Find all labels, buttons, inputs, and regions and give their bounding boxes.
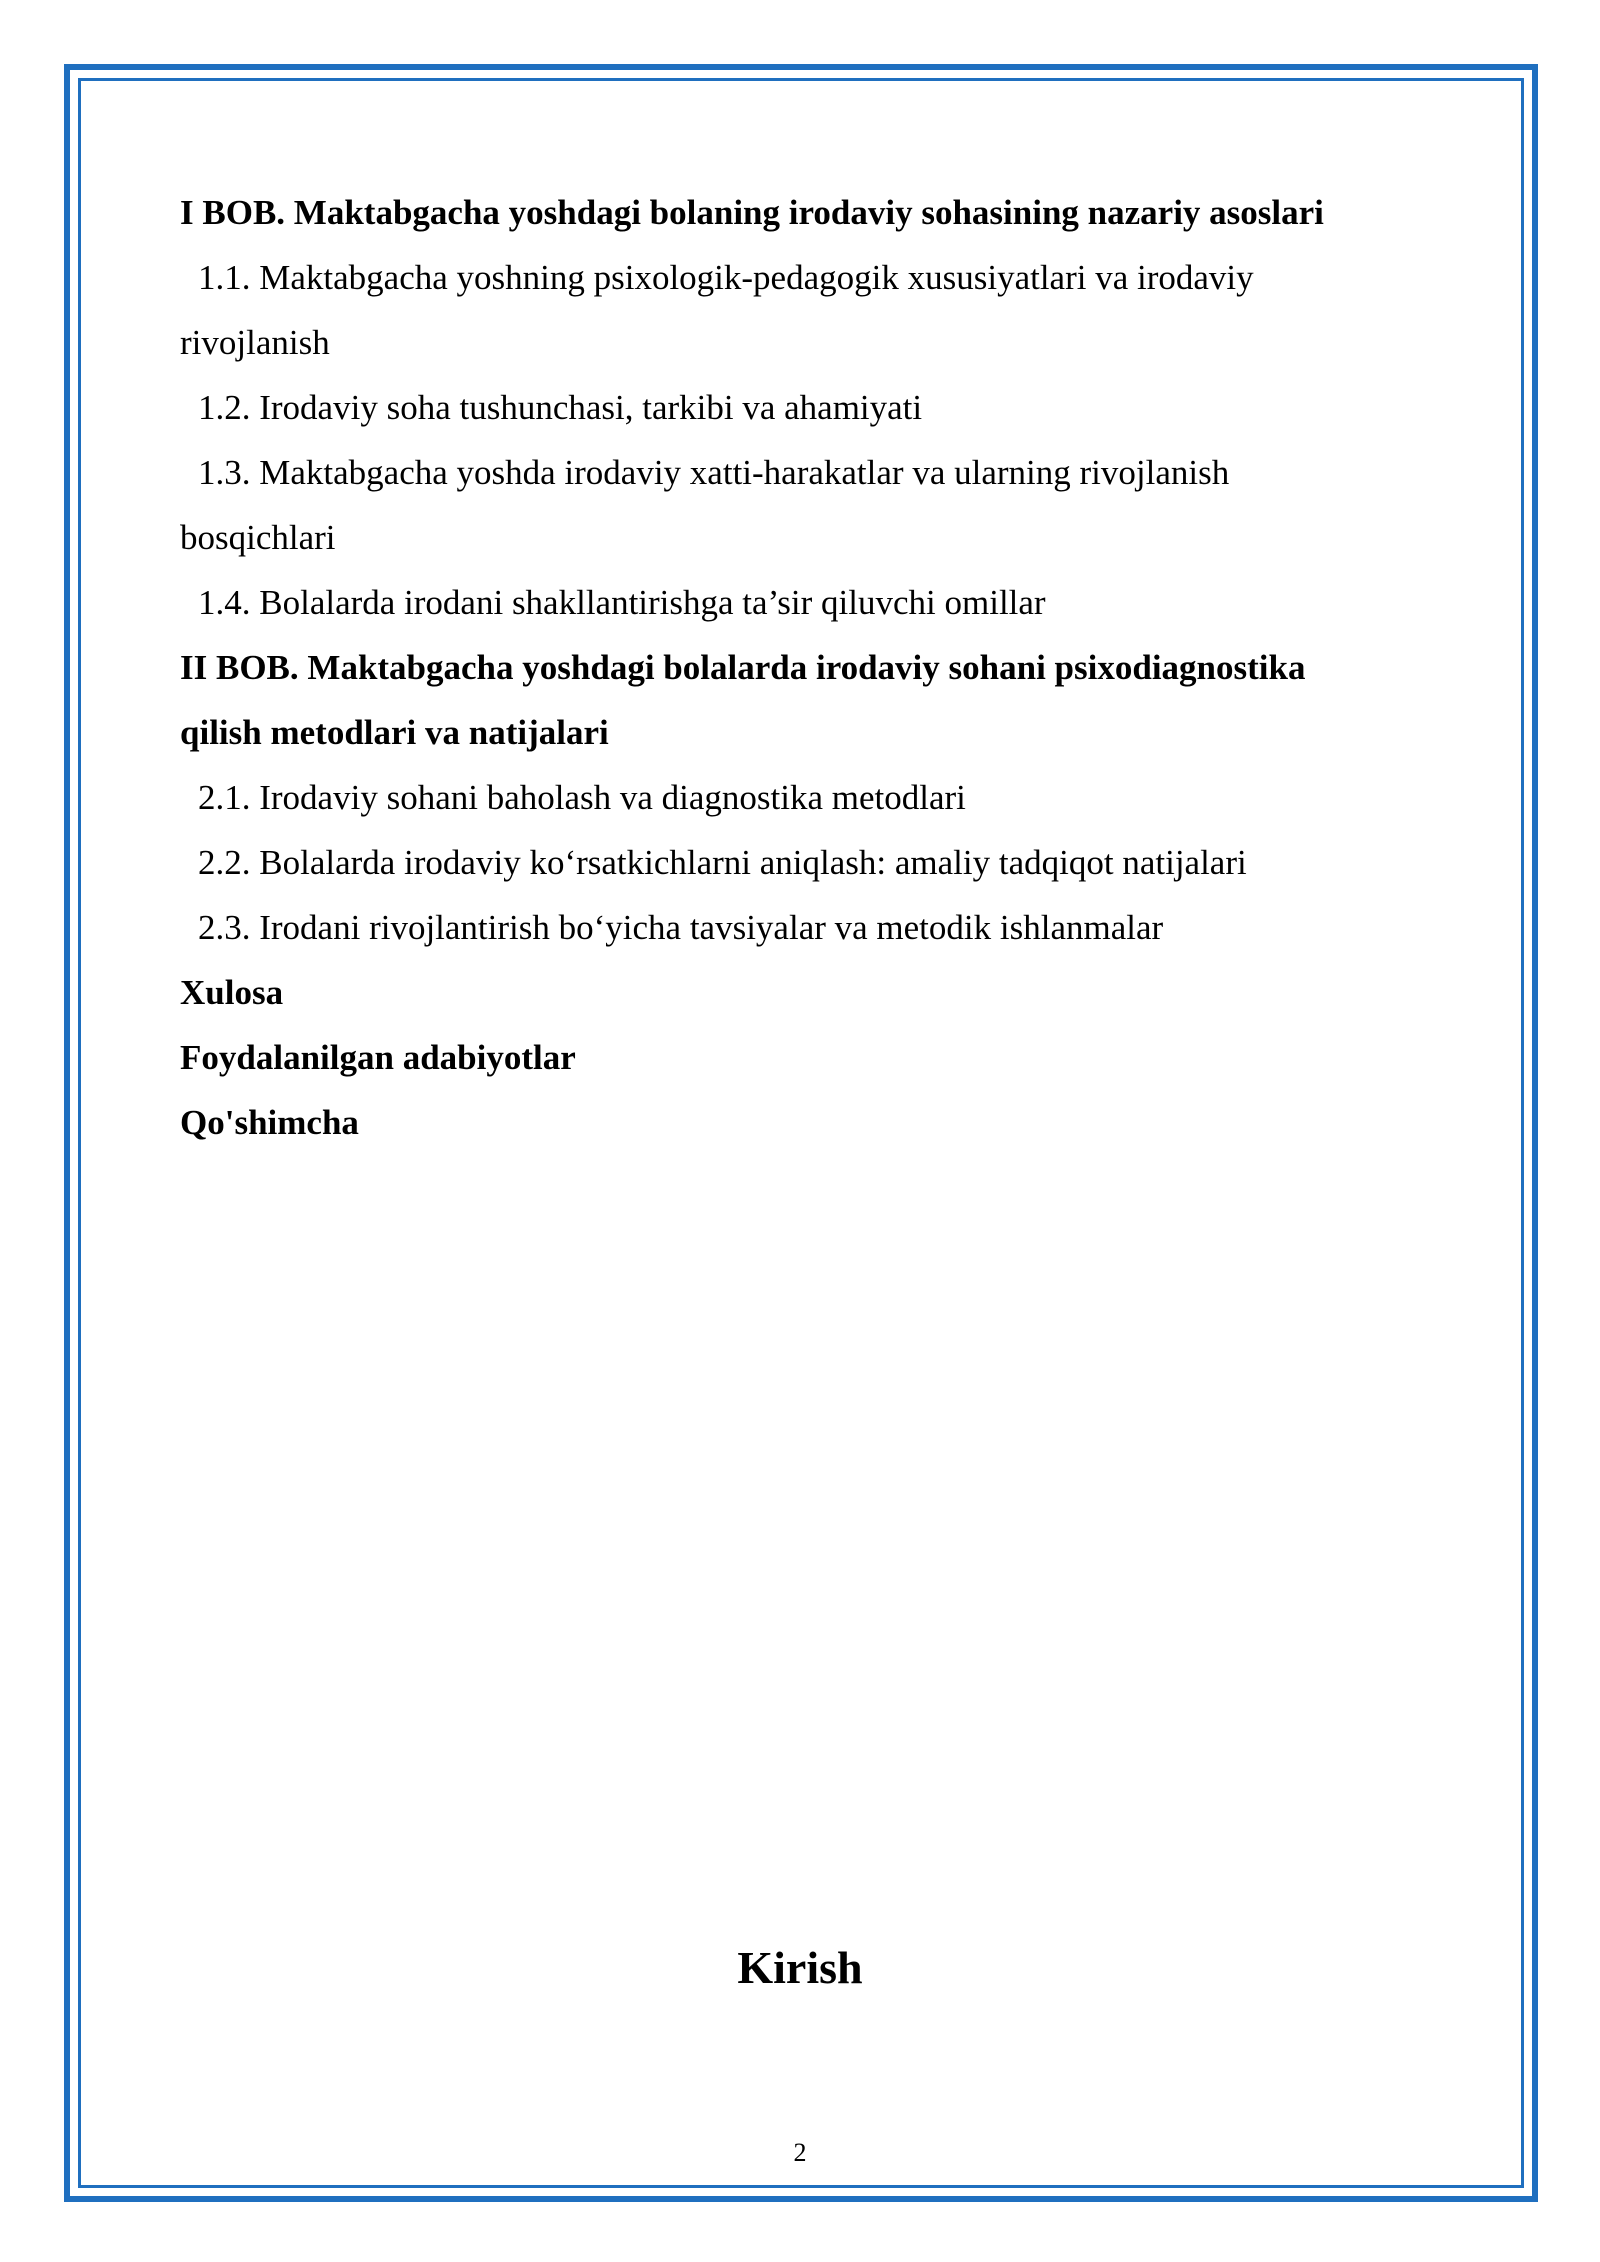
page-number: 2 xyxy=(793,2138,807,2167)
toc-conclusion: Xulosa xyxy=(180,973,284,1012)
table-of-contents xyxy=(180,180,1430,1155)
toc-chapter-1-title: I BOB. Maktabgacha yoshdagi bolaning irodaviy sohasining nazariy asoslari xyxy=(180,193,1324,232)
toc-item-2-2: 2.2. Bolalarda irodaviy ko‘rsatkichlarni aniqlash: amaliy tadqiqot natijalari xyxy=(198,843,1247,882)
toc-item-1-3-continuation: bosqichlari xyxy=(180,518,336,557)
toc-item-1-2: 1.2. Irodaviy soha tushunchasi, tarkibi va ahamiyati xyxy=(198,388,923,427)
toc-appendix: Qo'shimcha xyxy=(180,1103,359,1142)
toc-references: Foydalanilgan adabiyotlar xyxy=(180,1038,576,1077)
toc-item-1-3: 1.3. Maktabgacha yoshda irodaviy xatti-harakatlar va ularning rivojlanish xyxy=(198,453,1230,492)
toc-chapter-2-title: II BOB. Maktabgacha yoshdagi bolalarda irodaviy sohani psixodiagnostika xyxy=(180,648,1306,687)
toc-item-1-1: 1.1. Maktabgacha yoshning psixologik-pedagogik xususiyatlari va irodaviy xyxy=(198,258,1254,297)
toc-item-2-1: 2.1. Irodaviy sohani baholash va diagnostika metodlari xyxy=(198,778,966,817)
toc-item-1-1-continuation: rivojlanish xyxy=(180,323,330,362)
toc-chapter-2-title-continuation: qilish metodlari va natijalari xyxy=(180,713,609,752)
toc-item-2-3: 2.3. Irodani rivojlantirish bo‘yicha tavsiyalar va metodik ishlanmalar xyxy=(198,908,1164,947)
toc-item-1-4: 1.4. Bolalarda irodani shakllantirishga ta’sir qiluvchi omillar xyxy=(198,583,1046,622)
section-heading-kirish: Kirish xyxy=(737,1942,863,1993)
